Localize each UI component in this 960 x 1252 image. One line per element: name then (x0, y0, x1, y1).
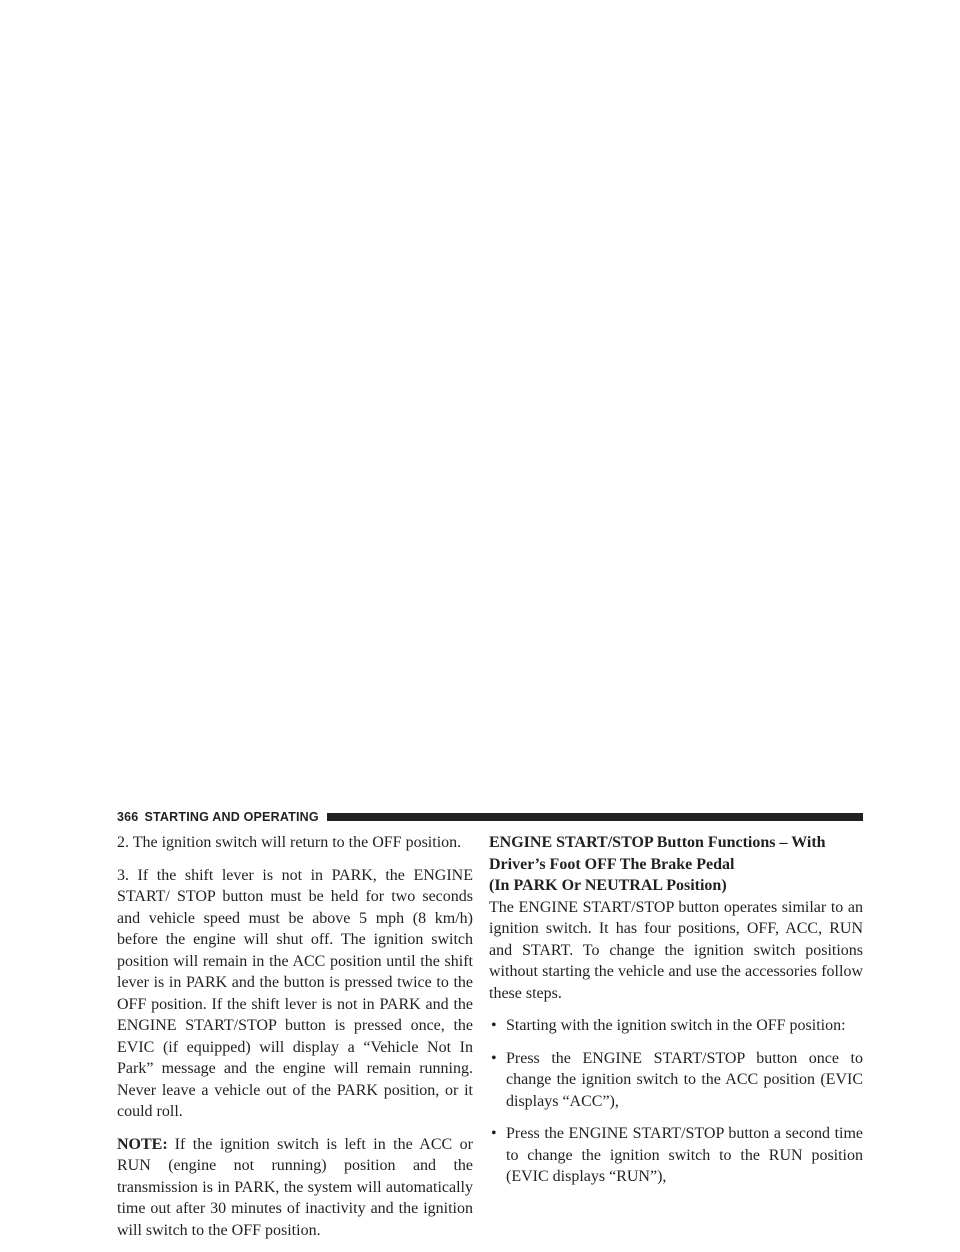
heading-line-2: Driver’s Foot OFF The Brake Pedal (489, 855, 735, 873)
intro-paragraph: The ENGINE START/STOP button operates similar to an ignition switch. It has four positions, OFF, ACC, RUN and START. To change the ignition switch positions without starting the vehicle and use the accessories follow these steps. (489, 898, 863, 1002)
note-text: If the ignition switch is left in the ACC or RUN (engine not running) position and the transmission is in PARK, the system will automatically time out after 30 minutes of inactivity and the ignition will switch to the OFF position. (117, 1135, 473, 1239)
page-header (117, 810, 863, 824)
list-item (489, 1048, 863, 1113)
heading-line-3: (In PARK Or NEUTRAL Position) (489, 877, 727, 894)
left-column (117, 832, 473, 1252)
bullet-icon: • (491, 1017, 497, 1034)
note-paragraph (117, 1134, 473, 1242)
section-heading (489, 832, 863, 897)
header-rule (327, 813, 863, 821)
heading-line-1: ENGINE START/STOP Button Functions – With (489, 834, 826, 851)
list-item (489, 1015, 863, 1037)
note-label: NOTE: (117, 1135, 168, 1153)
list-item-text: Press the ENGINE START/STOP button a second time to change the ignition switch to the RUN position (EVIC displays “RUN”), (506, 1125, 863, 1185)
section-title: STARTING AND OPERATING (144, 810, 319, 824)
bullet-icon: • (491, 1049, 497, 1067)
list-item-text: Press the ENGINE START/STOP button once to change the ignition switch to the ACC position (EVIC displays “ACC”), (506, 1049, 863, 1110)
steps-list (489, 1015, 863, 1188)
step-2-paragraph: 2. The ignition switch will return to the OFF position. (117, 834, 462, 851)
bullet-icon: • (491, 1125, 497, 1142)
page-number: 366 (117, 810, 139, 824)
right-column (489, 832, 863, 1199)
list-item (489, 1123, 863, 1188)
step-3-paragraph: 3. If the shift lever is not in PARK, the ENGINE START/ STOP button must be held for two seconds and vehicle speed must be above 5 mph (8 km/h) before the engine will shut off. The ignition switch position will remain in the ACC position until the shift lever is in PARK and the button is pressed twice to the OFF position. If the shift lever is not in PARK and the ENGINE START/STOP button is pressed once, the EVIC (if equipped) will display a “Vehicle Not In Park” message and the engine will remain running. Never leave a vehicle out of the PARK position, or it could roll. (117, 866, 473, 1120)
list-item-text: Starting with the ignition switch in the OFF position: (506, 1017, 846, 1034)
